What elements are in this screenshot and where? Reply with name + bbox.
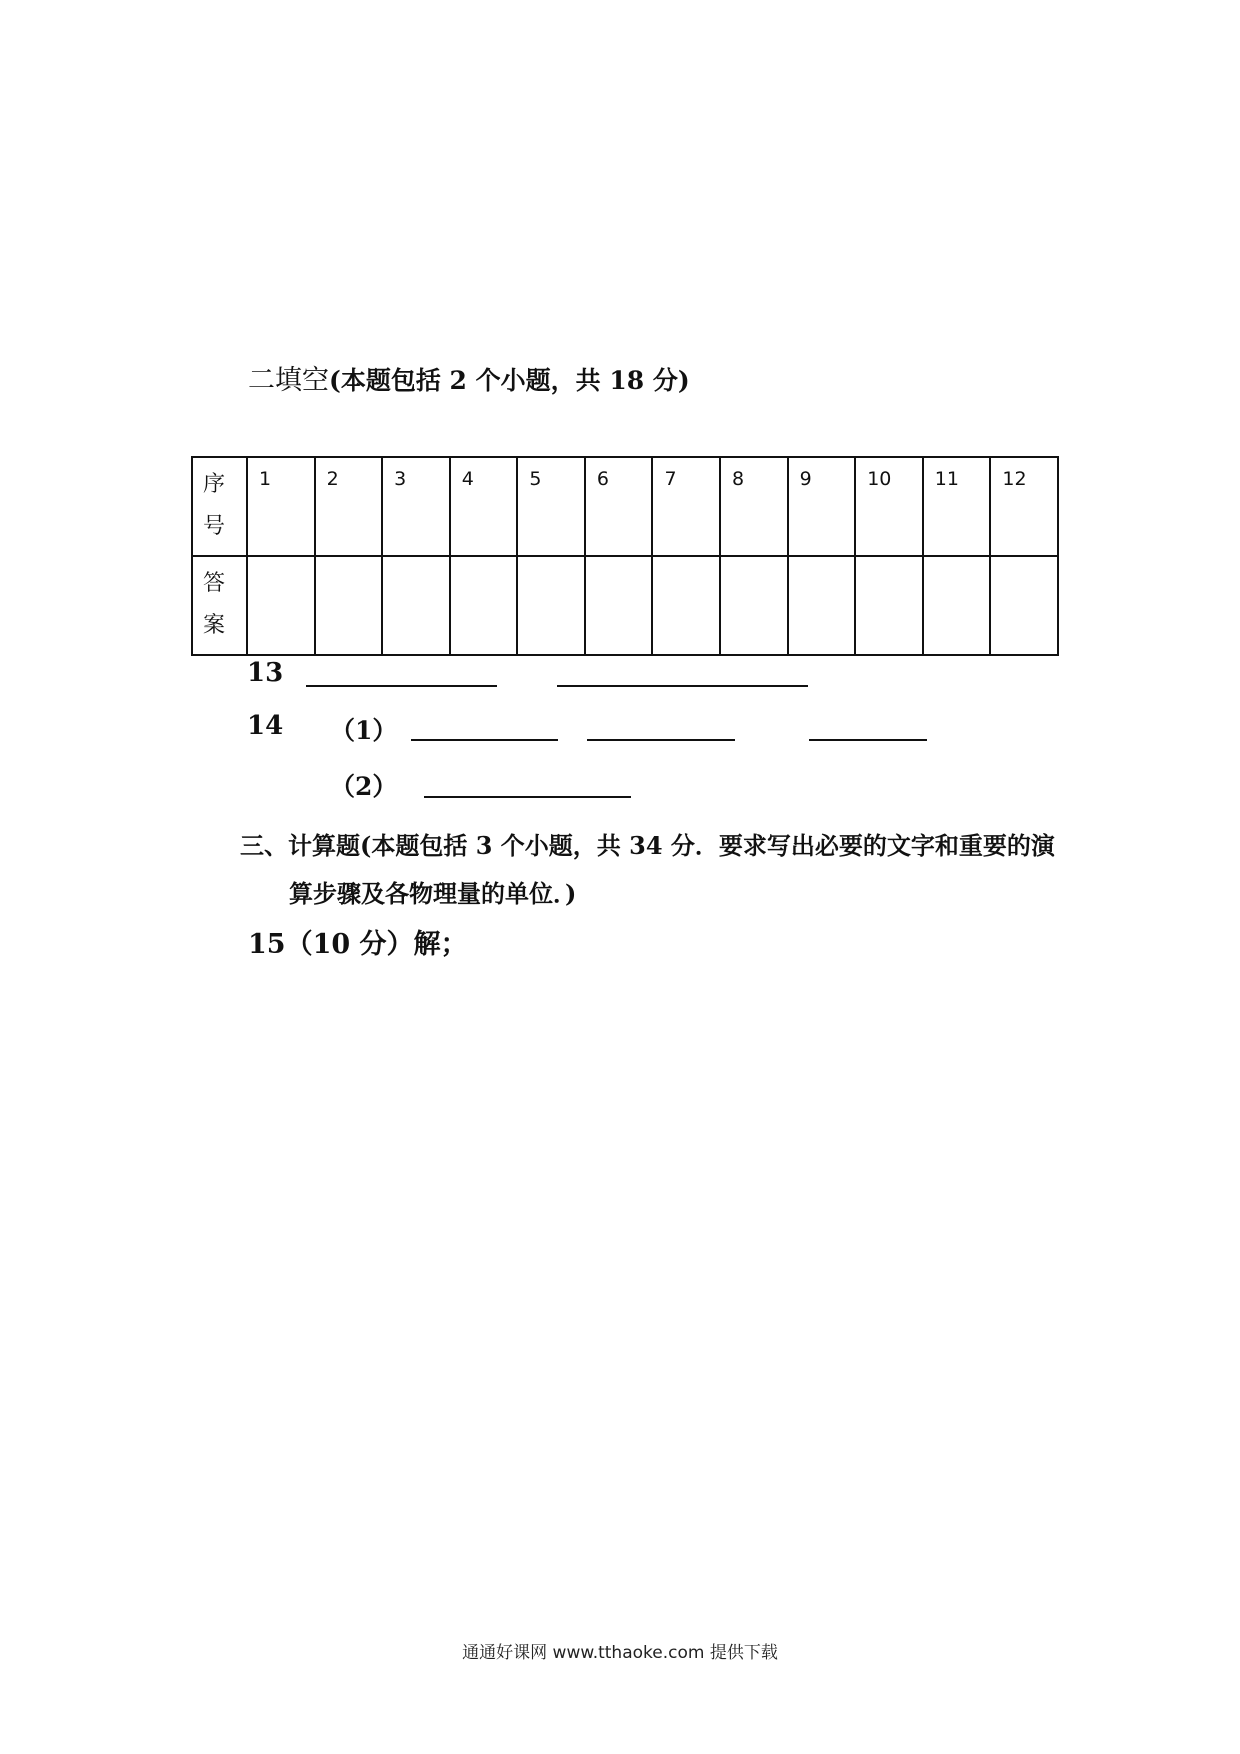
answer-cell[interactable] bbox=[788, 556, 856, 655]
question-number-cell: 12 bbox=[990, 457, 1058, 556]
section-3-heading bbox=[240, 822, 1055, 918]
answer-cell[interactable] bbox=[315, 556, 383, 655]
row-label-answer-char-1: 答 bbox=[203, 571, 226, 596]
q13-blank-2[interactable] bbox=[557, 685, 808, 687]
question-number-cell: 9 bbox=[788, 457, 856, 556]
section-2-title: 二填空 bbox=[248, 365, 329, 396]
row-label-number bbox=[192, 457, 247, 556]
answer-cell[interactable] bbox=[990, 556, 1058, 655]
question-number-cell: 1 bbox=[247, 457, 315, 556]
row-label-answer-char-2: 案 bbox=[203, 613, 226, 638]
question-number-cell: 2 bbox=[315, 457, 383, 556]
question-number-cell: 8 bbox=[720, 457, 788, 556]
question-number-cell: 4 bbox=[450, 457, 518, 556]
q14-number: 14 bbox=[247, 711, 284, 741]
answer-cell[interactable] bbox=[720, 556, 788, 655]
q14-part1-label: （1） bbox=[330, 716, 398, 745]
q15-heading: 15（10 分）解； bbox=[248, 929, 468, 960]
q13-blank-1[interactable] bbox=[306, 685, 497, 687]
row-label-number-char-2: 号 bbox=[203, 514, 226, 539]
answer-cell[interactable] bbox=[652, 556, 720, 655]
answer-table-number-row bbox=[192, 457, 1058, 556]
section-2-heading bbox=[248, 358, 690, 397]
answer-table bbox=[191, 456, 1059, 656]
q14-part1-blank-3[interactable] bbox=[809, 739, 927, 741]
q14-part2-label: （2） bbox=[330, 772, 398, 801]
question-number-cell: 11 bbox=[923, 457, 991, 556]
section-2-note: (本题包括 2 个小题，共 18 分) bbox=[329, 366, 690, 395]
answer-cell[interactable] bbox=[247, 556, 315, 655]
answer-cell[interactable] bbox=[585, 556, 653, 655]
row-label-number-char-1: 序 bbox=[203, 472, 226, 497]
question-number-cell: 5 bbox=[517, 457, 585, 556]
question-number-cell: 6 bbox=[585, 457, 653, 556]
q14-part1-blank-1[interactable] bbox=[411, 739, 558, 741]
q13-number: 13 bbox=[247, 658, 284, 688]
question-number-cell: 7 bbox=[652, 457, 720, 556]
section-3-line-1: 三、计算题(本题包括 3 个小题，共 34 分．要求写出必要的文字和重要的演 bbox=[240, 831, 1055, 860]
answer-cell[interactable] bbox=[517, 556, 585, 655]
question-number-cell: 3 bbox=[382, 457, 450, 556]
footer-text: 通通好课网 www.tthaoke.com 提供下载 bbox=[462, 1643, 778, 1663]
section-3-line-2: 算步骤及各物理量的单位．) bbox=[289, 879, 577, 908]
answer-cell[interactable] bbox=[923, 556, 991, 655]
answer-cell[interactable] bbox=[450, 556, 518, 655]
question-number-cell: 10 bbox=[855, 457, 923, 556]
q14-part2-blank[interactable] bbox=[424, 796, 631, 798]
answer-cell[interactable] bbox=[855, 556, 923, 655]
row-label-answer bbox=[192, 556, 247, 655]
answer-cell[interactable] bbox=[382, 556, 450, 655]
q14-part1-blank-2[interactable] bbox=[587, 739, 735, 741]
answer-table-answer-row bbox=[192, 556, 1058, 655]
